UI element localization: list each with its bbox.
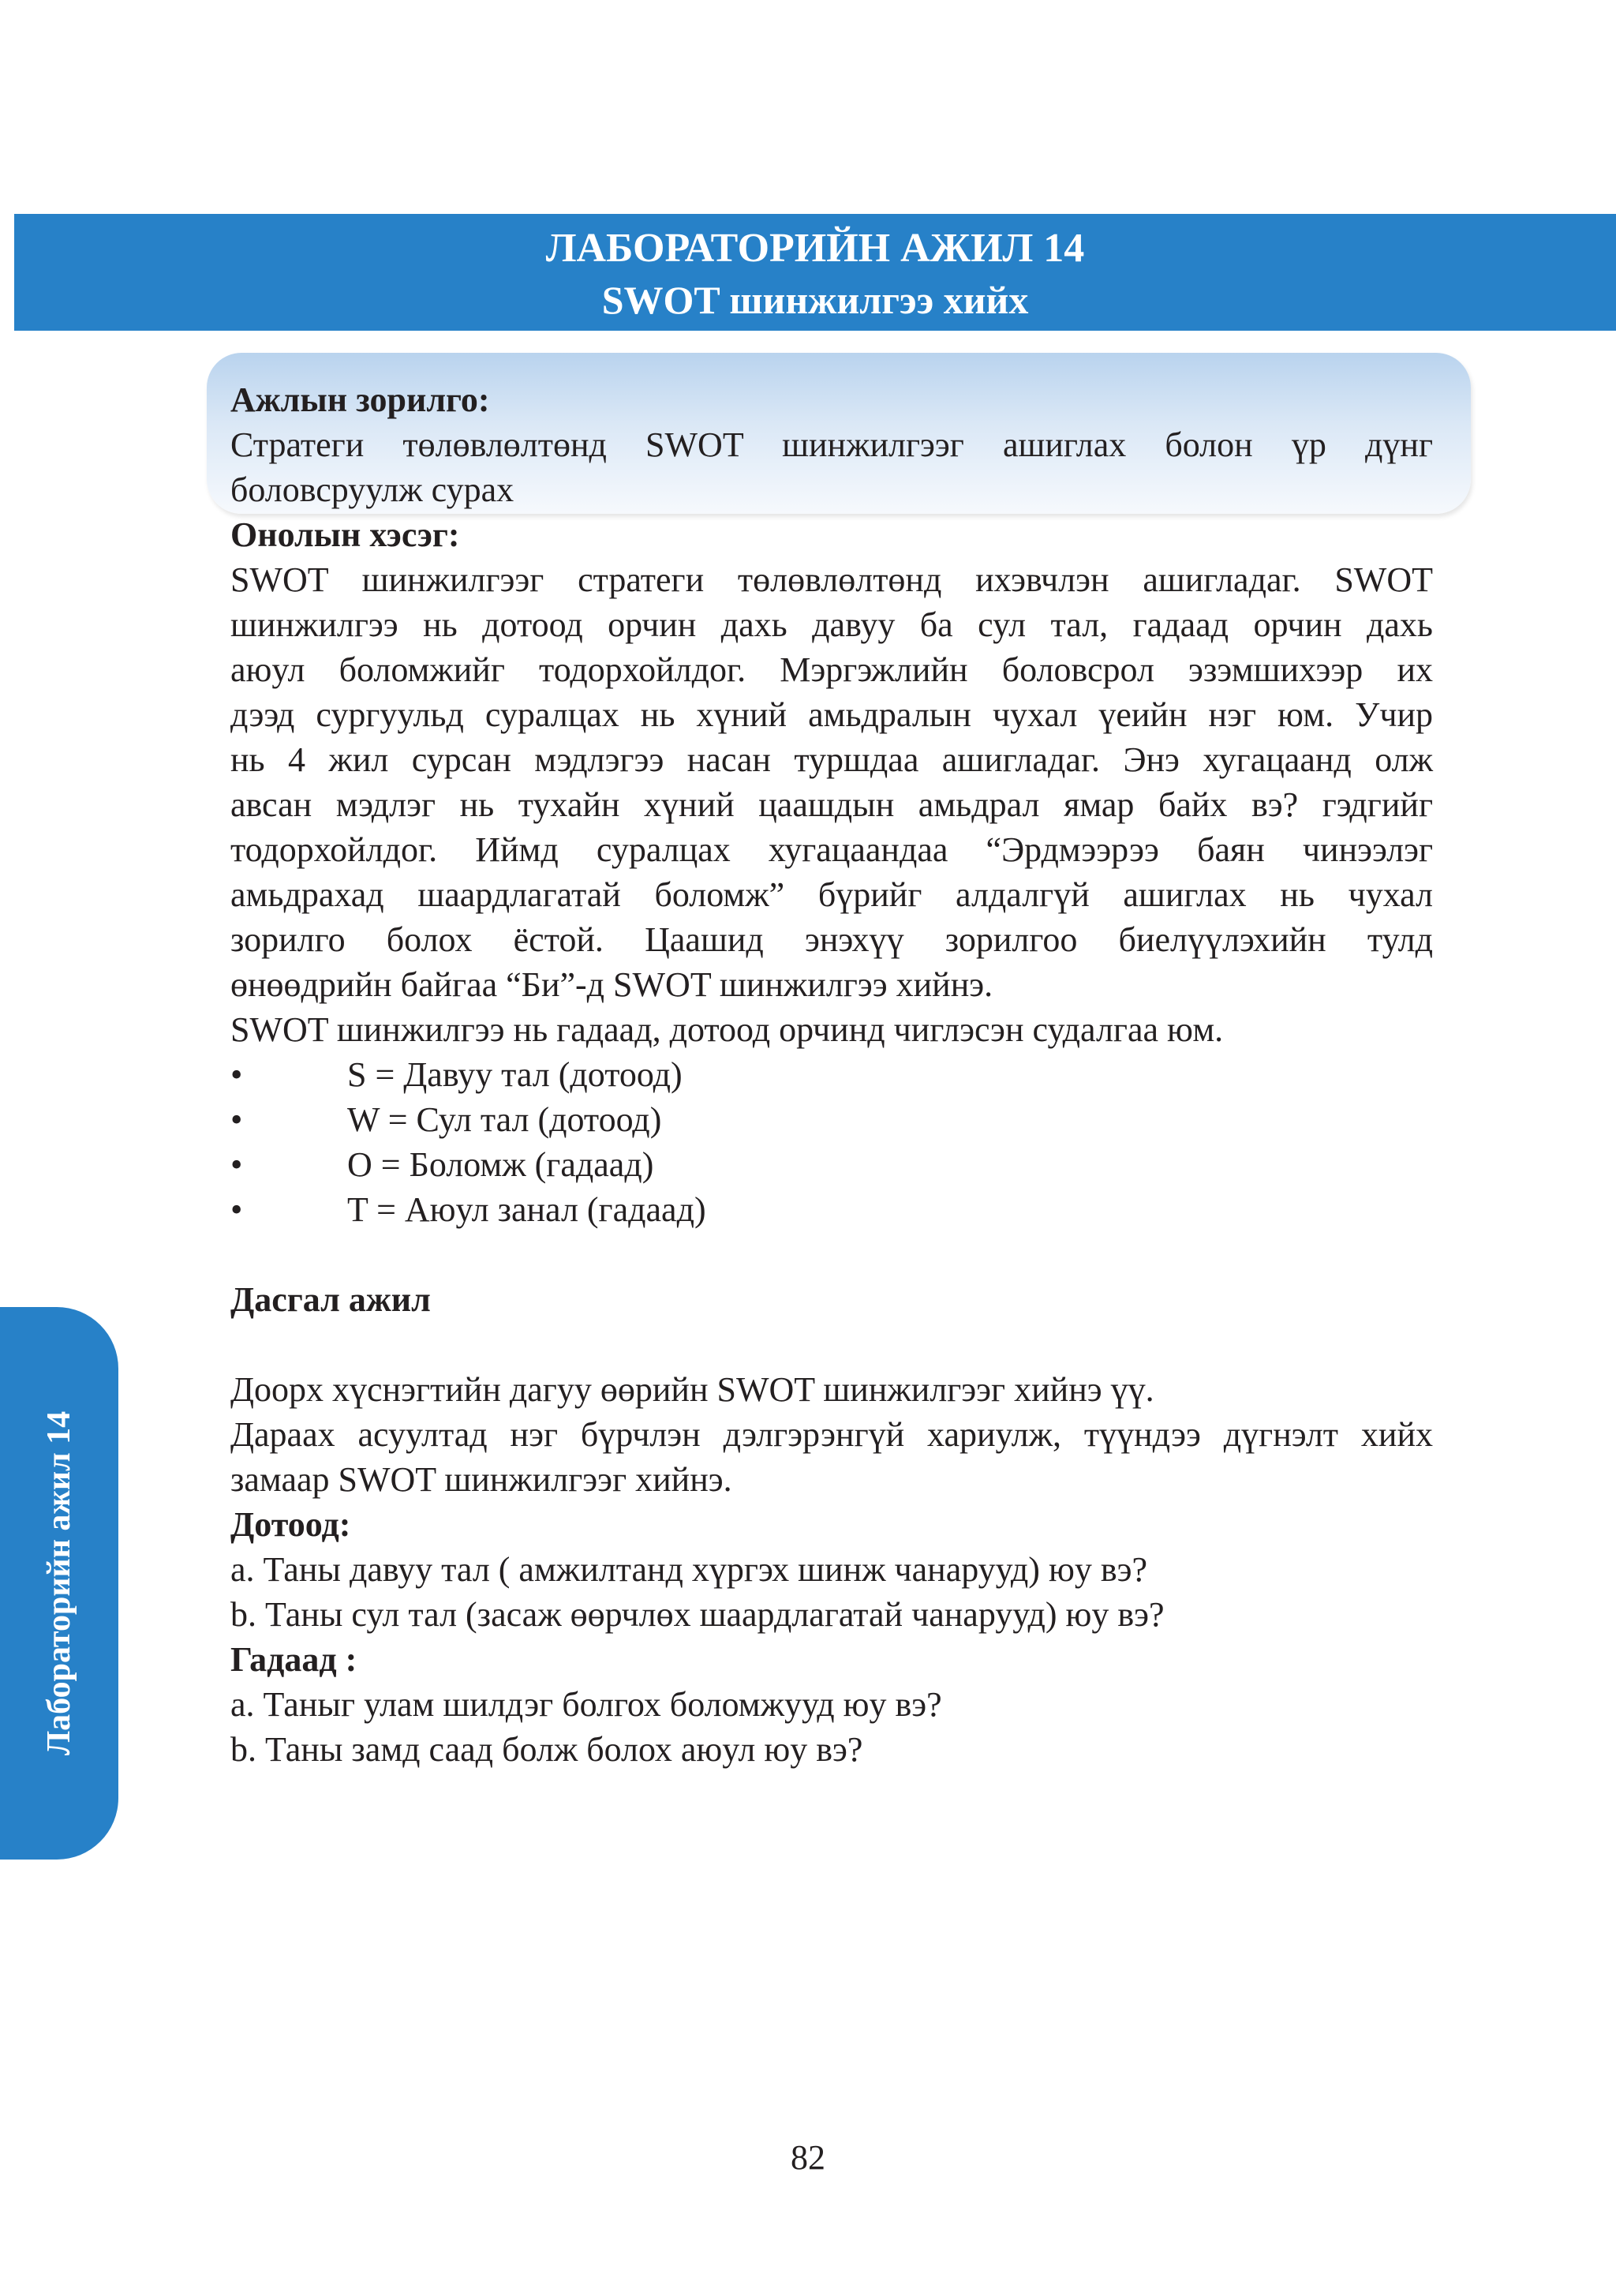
bullet-icon: • [230,1190,243,1229]
goal-text-line: боловсруулж сурах [230,470,514,509]
side-tab-label: Лабораторийн ажил 14 [41,1410,77,1756]
theory-line: аюул боломжийг тодорхойлдог. Мэргэжлийн боловсрол эзэмшихээр их [230,650,1433,689]
page-title: ЛАБОРАТОРИЙН АЖИЛ 14 [545,226,1085,271]
exercise-text-line: замаар SWOT шинжилгээг хийнэ. [230,1460,732,1499]
theory-line: авсан мэдлэг нь тухайн хүний цаашдын амьдрал ямар байх вэ? гэдгийг [230,785,1433,824]
theory-line: тодорхойлдог. Иймд суралцах хугацаандаа “Эрдмээрээ баян чинээлэг [230,830,1433,869]
theory-line: нь 4 жил сурсан мэдлэгээ насан туршдаа ашигладаг. Энэ хугацаанд олж [230,740,1433,779]
theory-line: шинжилгээ нь дотоод орчин дахь давуу ба сул тал, гадаад орчин дахь [230,605,1433,644]
theory-summary: SWOT шинжилгээ нь гадаад, дотоод орчинд чиглэсэн судалгаа юм. [230,1010,1224,1049]
page-subtitle: SWOT шинжилгээ хийх [601,278,1029,322]
list-item [230,1142,1433,1187]
theory-line: SWOT шинжилгээг стратеги төлөвлөлтөнд ихэвчлэн ашигладаг. SWOT [230,560,1433,599]
bullet-icon: • [230,1055,243,1094]
side-tab [0,1307,118,1860]
exercise-text-line: Доорх хүснэгтийн дагуу өөрийн SWOT шинжилгээг хийнэ үү. [230,1370,1154,1409]
question-item: b. Таны сул тал (засаж өөрчлөх шаардлагатай чанарууд) юу вэ? [230,1595,1165,1634]
list-item [230,1097,1433,1142]
list-item-text: O = Боломж (гадаад) [347,1145,654,1184]
theory-line: амьдрахад шаардлагатай боломж” бүрийг алдалгүй ашиглах нь чухал [230,875,1433,914]
list-item [230,1187,1433,1232]
external-heading: Гадаад : [230,1640,357,1679]
theory-heading: Онолын хэсэг: [230,515,460,554]
bullet-icon: • [230,1145,243,1184]
bullet-icon: • [230,1100,243,1139]
theory-line: өнөөдрийн байгаа “Би”-д SWOT шинжилгээ хийнэ. [230,965,993,1004]
page-number: 82 [791,2138,825,2177]
main-content [230,377,1433,1772]
internal-heading: Дотоод: [230,1505,351,1544]
question-item: a. Таны давуу тал ( амжилтанд хүргэх шинж чанарууд) юу вэ? [230,1550,1148,1589]
list-item-text: W = Сул тал (дотоод) [347,1100,662,1139]
exercise-heading: Дасгал ажил [230,1280,431,1319]
list-item-text: T = Аюул занал (гадаад) [347,1190,706,1229]
exercise-text-line: Дараах асуултад нэг бүрчлэн дэлгэрэнгүй хариулж, түүндээ дүгнэлт хийх [230,1415,1433,1454]
goal-heading: Ажлын зорилго: [230,380,490,419]
question-item: a. Таныг улам шилдэг болгох боломжууд юу вэ? [230,1685,942,1724]
list-item-text: S = Давуу тал (дотоод) [347,1055,683,1094]
list-item [230,1052,1433,1097]
spacer [230,1322,1433,1367]
goal-text-line: Стратеги төлөвлөлтөнд SWOT шинжилгээг ашиглах болон үр дүнг [230,425,1433,464]
question-item: b. Таны замд саад болж болох аюул юу вэ? [230,1730,863,1769]
theory-line: зорилго болох ёстой. Цаашид энэхүү зорилгоо биелүүлэхийн тулд [230,920,1433,959]
spacer [230,1232,1433,1277]
header-bar [14,214,1616,331]
theory-line: дээд сургуульд суралцах нь хүний амьдралын чухал үеийн нэг юм. Учир [230,695,1433,734]
